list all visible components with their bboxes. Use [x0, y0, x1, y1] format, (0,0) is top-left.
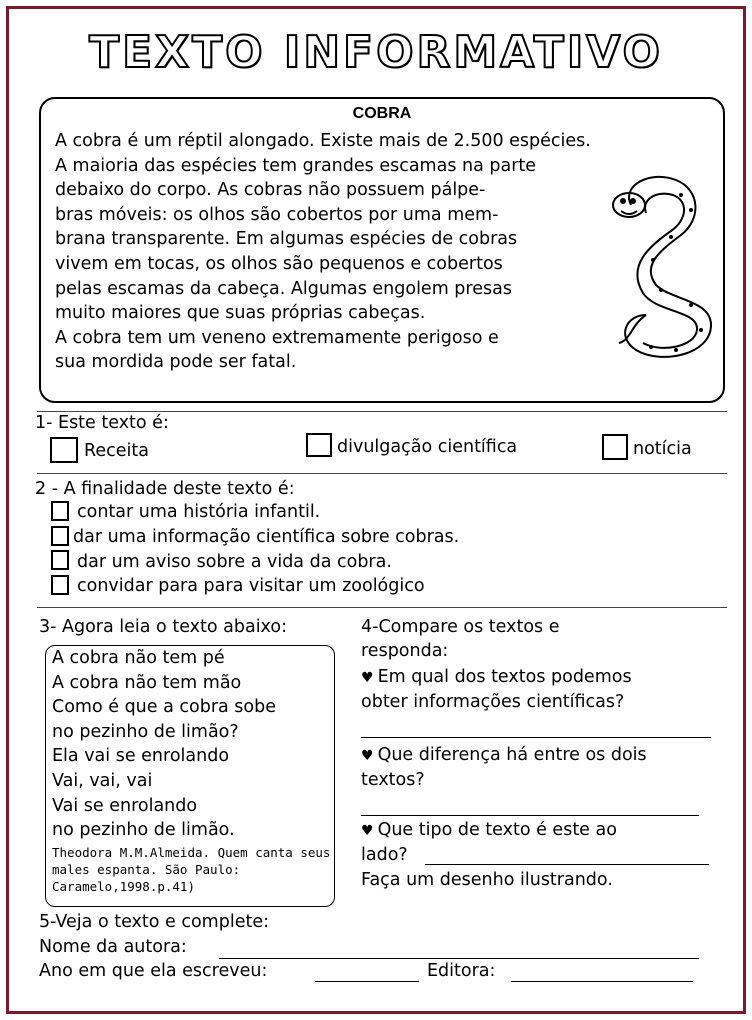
q2-option-label: contar uma história infantil.	[77, 502, 321, 522]
poem-line: Vai, vai, vai	[52, 771, 153, 791]
q5-publisher-label: Editora:	[427, 961, 496, 981]
reading-line: sua mordida pode ser fatal.	[55, 352, 297, 373]
q4-question-d: Faça um desenho ilustrando.	[361, 870, 613, 890]
poem-box	[45, 645, 335, 907]
q4-question-b: ♥ Que diferença há entre os dois	[361, 745, 647, 765]
q2-option-label: dar um aviso sobre a vida da cobra.	[77, 552, 392, 572]
heart-icon: ♥	[361, 748, 374, 764]
q1-checkbox-noticia[interactable]	[602, 434, 628, 460]
poem-source: Theodora M.M.Almeida. Quem canta seus males espanta. São Paulo: Caramelo,1998.p.41)	[52, 845, 331, 894]
reading-line: A maioria das espécies tem grandes escamas na parte	[55, 155, 537, 176]
q4-question-b-cont: textos?	[361, 770, 425, 790]
poem-line: Como é que a cobra sobe	[52, 697, 277, 717]
poem-line: A cobra não tem pé	[52, 648, 225, 668]
poem-line: no pezinho de limão.	[52, 820, 235, 840]
q2-checkbox-2[interactable]	[51, 526, 69, 546]
q2-option-label: dar uma informação científica sobre cobras.	[73, 527, 460, 547]
q5-prompt: 5-Veja o texto e complete:	[39, 912, 269, 932]
poem-line: no pezinho de limão?	[52, 722, 239, 742]
q1-checkbox-receita[interactable]	[50, 437, 78, 463]
reading-line: pelas escamas da cabeça. Algumas engolem presas	[55, 278, 512, 299]
reading-line: debaixo do corpo. As cobras não possuem pálpe-	[55, 180, 486, 201]
q2-option-label: convidar para para visitar um zoológico	[77, 576, 425, 596]
q4-question-a: ♥ Em qual dos textos podemos	[361, 667, 632, 687]
poem-line: Ela vai se enrolando	[52, 746, 230, 766]
heart-icon: ♥	[361, 823, 374, 839]
q1-option-label: divulgação científica	[337, 437, 518, 457]
heart-icon: ♥	[361, 670, 374, 686]
reading-line: A cobra tem um veneno extremamente perigoso e	[55, 327, 499, 348]
worksheet-page	[6, 6, 746, 1014]
q3-prompt: 3- Agora leia o texto abaixo:	[39, 617, 287, 637]
q4-answer-line-c[interactable]	[425, 864, 709, 865]
q4-question-c-cont: lado?	[361, 845, 408, 865]
reading-title: COBRA	[352, 105, 412, 122]
q4-prompt: 4-Compare os textos e	[361, 617, 560, 637]
q5-author-label: Nome da autora:	[39, 937, 187, 957]
q4-question-a-cont: obter informações científicas?	[361, 692, 625, 712]
q5-year-label: Ano em que ela escreveu:	[39, 961, 268, 981]
q4-prompt: responda:	[361, 641, 449, 661]
q5-year-answer-line[interactable]	[315, 981, 419, 982]
reading-line: A cobra é um réptil alongado. Existe mais de 2.500 espécies.	[55, 131, 591, 151]
q4-answer-line-a[interactable]	[361, 737, 711, 738]
q2-checkbox-1[interactable]	[51, 501, 69, 521]
q5-author-answer-line[interactable]	[219, 958, 699, 959]
q5-publisher-answer-line[interactable]	[511, 981, 693, 982]
poem-line: Vai se enrolando	[52, 796, 198, 816]
q2-checkbox-3[interactable]	[51, 550, 69, 570]
q2-prompt: 2 - A finalidade deste texto é:	[35, 479, 295, 499]
reading-line: vivem em tocas, os olhos são pequenos e cobertos	[55, 253, 503, 274]
reading-line: brana transparente. Em algumas espécies de cobras	[55, 229, 518, 250]
q2-checkbox-4[interactable]	[51, 575, 69, 595]
q1-option-label: notícia	[633, 439, 692, 459]
snake-illustration-icon	[601, 165, 721, 375]
poem-line: A cobra não tem mão	[52, 673, 242, 693]
q1-checkbox-divulgacao[interactable]	[306, 433, 332, 457]
q4-answer-line-b[interactable]	[361, 815, 699, 816]
q1-option-label: Receita	[84, 441, 149, 461]
reading-box	[39, 97, 725, 403]
reading-line: bras móveis: os olhos são cobertos por uma mem-	[55, 204, 499, 225]
q4-question-c: ♥ Que tipo de texto é este ao	[361, 820, 617, 840]
banner-title: TEXTO INFORMATIVO	[89, 27, 663, 78]
section-divider	[37, 411, 727, 412]
section-divider	[37, 607, 727, 608]
reading-line: muito maiores que suas próprias cabeças.	[55, 303, 426, 324]
q1-prompt: 1- Este texto é:	[35, 413, 169, 433]
section-divider	[37, 473, 727, 474]
